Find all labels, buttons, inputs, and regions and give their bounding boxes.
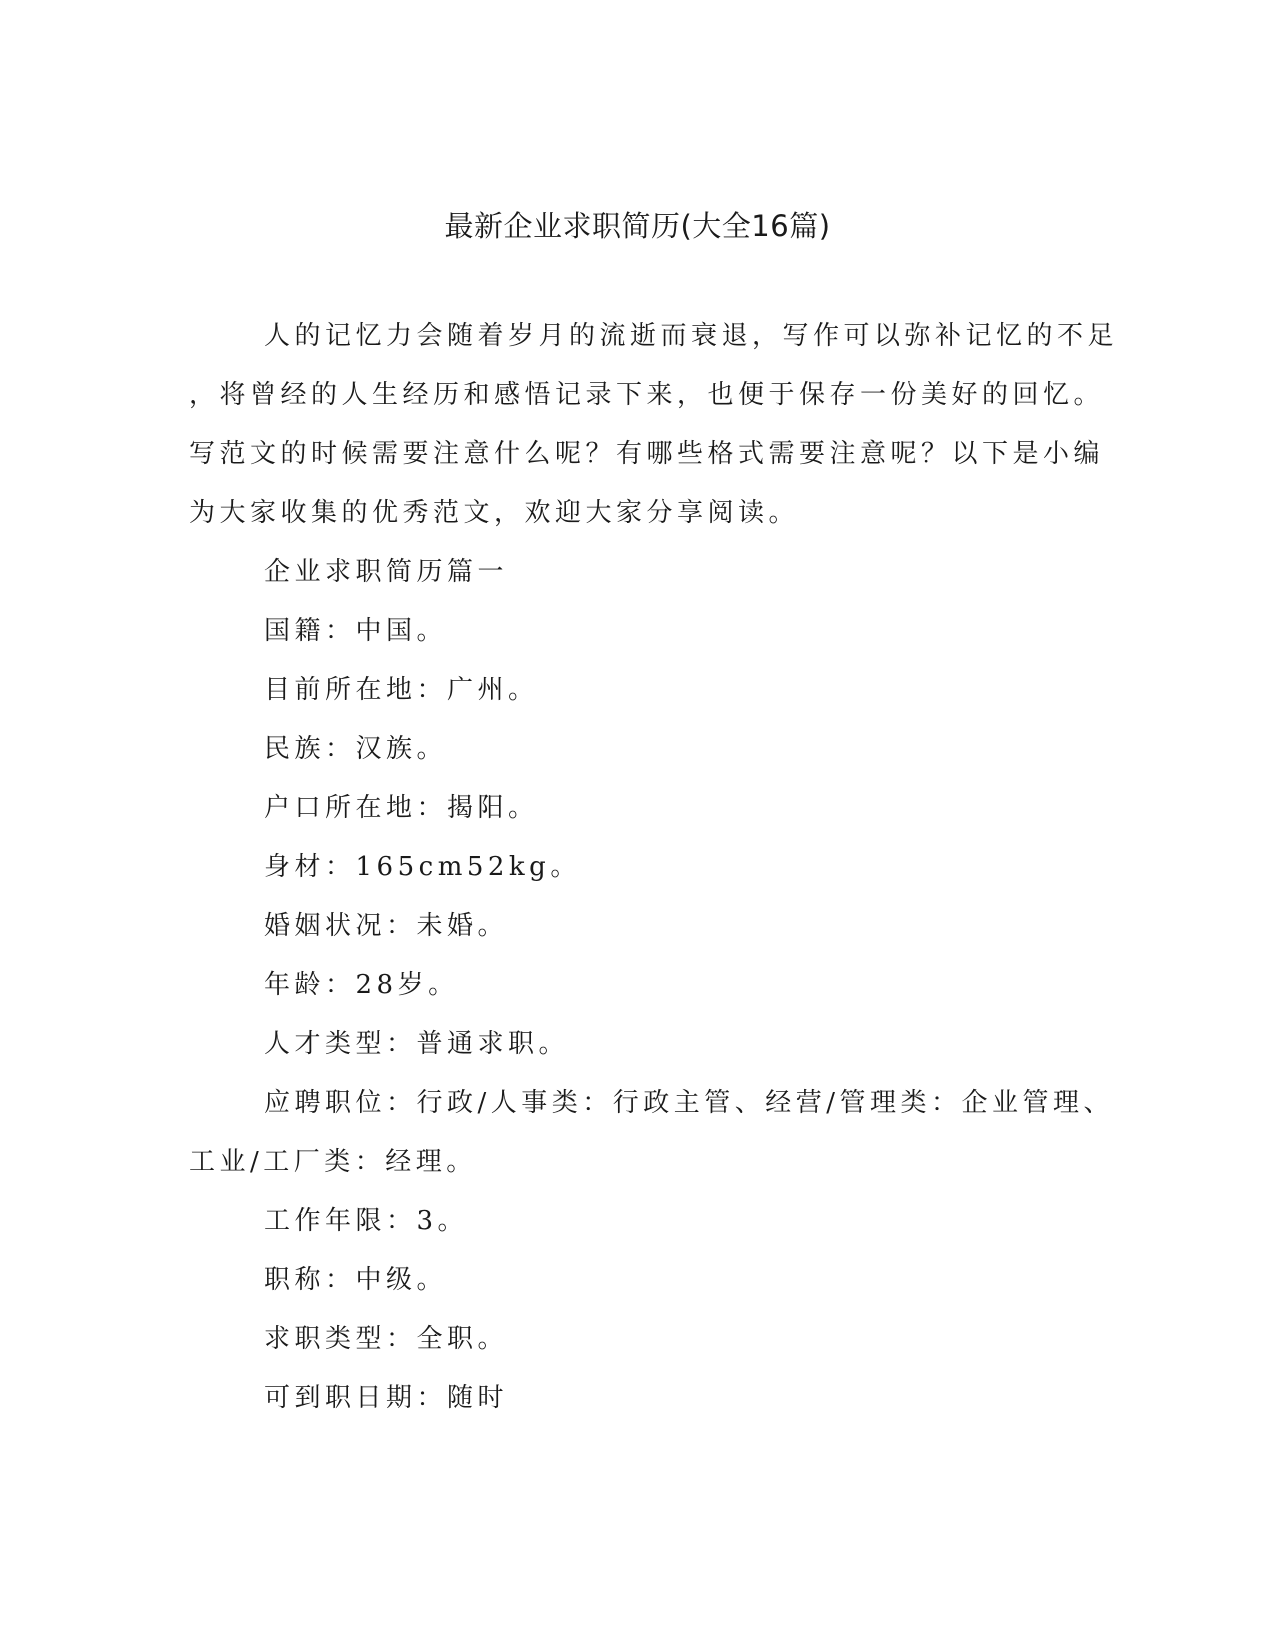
resume-field: 民族：汉族。 <box>264 734 448 764</box>
resume-field: 户口所在地：揭阳。 <box>264 793 539 823</box>
section-heading: 企业求职简历篇一 <box>264 557 509 587</box>
resume-field: 目前所在地：广州。 <box>264 675 539 705</box>
document-title: 最新企业求职简历(大全16篇) <box>444 209 831 243</box>
intro-line: 人的记忆力会随着岁月的流逝而衰退，写作可以弥补记忆的不足 <box>264 321 1119 351</box>
position-line: 应聘职位：行政/人事类：行政主管、经营/管理类：企业管理、 <box>264 1088 1115 1118</box>
position-line: 工业/工厂类：经理。 <box>189 1147 477 1177</box>
resume-field: 身材：165cm52kg。 <box>264 852 581 882</box>
intro-line: 为大家收集的优秀范文，欢迎大家分享阅读。 <box>189 498 800 528</box>
resume-field: 国籍：中国。 <box>264 616 448 646</box>
resume-field: 工作年限：3。 <box>264 1206 469 1236</box>
resume-field: 可到职日期：随时 <box>264 1383 509 1413</box>
intro-line: 写范文的时候需要注意什么呢？有哪些格式需要注意呢？以下是小编 <box>189 439 1105 469</box>
resume-field: 婚姻状况：未婚。 <box>264 911 509 941</box>
resume-field: 职称：中级。 <box>264 1265 448 1295</box>
intro-line: ，将曾经的人生经历和感悟记录下来，也便于保存一份美好的回忆。 <box>189 380 1105 410</box>
resume-field: 年龄：28岁。 <box>264 970 459 1000</box>
resume-field: 求职类型：全职。 <box>264 1324 509 1354</box>
resume-field: 人才类型：普通求职。 <box>264 1029 570 1059</box>
